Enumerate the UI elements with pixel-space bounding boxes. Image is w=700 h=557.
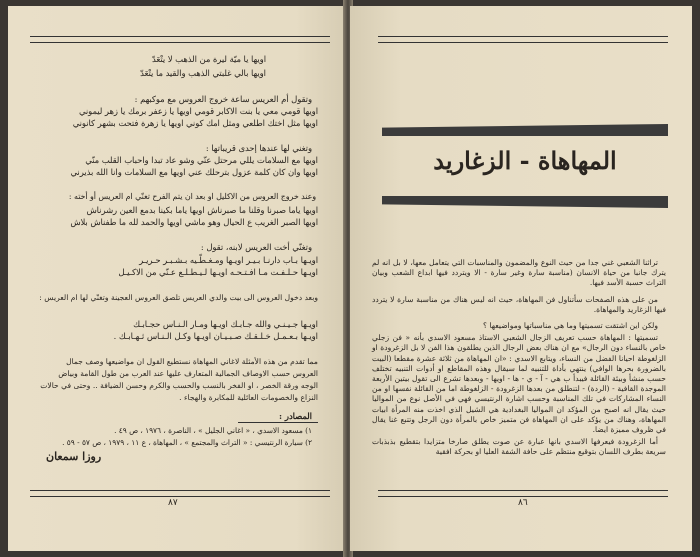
right-page bbox=[350, 6, 692, 551]
poem-line: اويـها بـاب دارنـا بـيـر اويـها ومـغـطّـيه بـشـبـر حـريـر bbox=[139, 255, 318, 265]
poem-line: اويها قومي معي يا بنت الاكابر قومي اويها يا زعفر برمك يا زهر ليموني bbox=[78, 106, 318, 116]
paragraph: من على هذه الصفحات سأتناول فن المهاهاة، حيث انه ليس هناك من مناسبة سارة لا يتردد فيها الزغاريد والمهاهاة. bbox=[372, 294, 666, 314]
bottom-rule bbox=[378, 490, 668, 497]
prose-line: النزاع والخصومات العائلية للمكابرة والهجاء . bbox=[179, 393, 318, 402]
top-rule bbox=[378, 36, 668, 43]
poem-line: اويها الصبر الغريب ع الحيال وهو ماشي اويها والحمد لله ما طفناش بلاش bbox=[70, 217, 318, 227]
poem-line: اويها مع السلامات يللي مرحتل عنّي وشو عاد تبدا واحباب القلب منّي bbox=[85, 155, 318, 165]
article-body bbox=[372, 258, 666, 458]
title-bar-top bbox=[382, 124, 668, 136]
paragraph: تراثنا الشعبي غني جدا من حيث النوع والمضمون والمناسبات التي يتعامل معها، لا بل انه لم يترك جانبا من حياة الانسان (مناسبة سارة وغير سارة - الا ويتردد فيها ابداع الشعب وبيان التراث حسبة الأسد فيها. bbox=[372, 258, 666, 288]
poem-line: اويـها بـعـمـل خـلـقـك صـبـيـان اويـها وكـل الـنـاس ثـهـابـك . bbox=[113, 331, 318, 341]
prose-line: وتغني لها عندها إحدى قريباتها : bbox=[205, 143, 312, 153]
poem-line: اويـها جـيـنـي والله جـابـك اويـها ومـار الـنـاس حجـابـك bbox=[133, 319, 318, 329]
prose-line: وعند خروج العروس من الاكليل او بعد ان يتم الفرح تغنّي ام العريس أو أخته : bbox=[68, 192, 316, 201]
poem-line: اويها مثل اختك اطلعي ومثل امك كوني اويها يا زهرة فتحت بشهر كانوني bbox=[72, 118, 318, 128]
poem-line: اويها وان كان كلمة عزول بترحلك عني اويها مع السلامات وانا الله بذيرني bbox=[70, 167, 318, 177]
bottom-rule bbox=[30, 490, 330, 497]
paragraph: ولكن اين اشتقت تسميتها وما هي مناسباتها ومواضيعها ؟ bbox=[483, 321, 658, 331]
source-item: ١) مسعود الاسدي ، « اغاني الجليل » ، الناصرة ، ١٩٧٦ ، ص ٤٩ . bbox=[114, 426, 312, 435]
poem-line: اويـها حـلـفـت مـا افـتـحـه اويـها لـيـطـلـع عـنّي من الاكـيـل bbox=[118, 267, 318, 277]
paragraph: أما الزغرودة فيعرفها الاسدي بانها عبارة عن صوت يطلق صارخا متزايدا بتقطيع بذبذبات سريعة بطرف اللسان بتوقيع منتظم على حافة الشفة العليا او بحركة افقية bbox=[372, 437, 666, 457]
title-bar-bottom bbox=[382, 196, 668, 208]
prose-line: العروس حسب الاوصاف الجمالية المتعارف عليها عند العرب من طول القامة وبياض bbox=[58, 369, 318, 378]
poem-line: اويها بالي غلبتي الذهب والقيد ما يتْعَدّ bbox=[140, 68, 266, 78]
prose-line: وتقول أم العريس ساعة خروج العروس مع موكبهم : bbox=[134, 94, 312, 104]
source-item: ٢) سيارة الرنتيسي : « التراث والمجتمع » ، المهاهاة ، ع ١١ ، ١٩٧٩ ، ص ٥٧ - ٥٩ . bbox=[62, 438, 312, 447]
author-name: روزا سمعان bbox=[46, 450, 102, 463]
sources-rule bbox=[238, 422, 318, 423]
page-number: ٨٧ bbox=[168, 498, 178, 508]
prose-line: الوجه ورقة الخصر ، او الفخر بالنسب والحسب والكرم وحسن الضيافة .. وحتى في حالات bbox=[40, 381, 318, 390]
top-rule bbox=[30, 36, 330, 43]
prose-line: وتغنّي أخت العريس لابنه، تقول : bbox=[200, 242, 312, 252]
left-page bbox=[8, 6, 346, 551]
prose-line: مما تقدم من هذه الأمثلة لاغاني المهاهاة نستطيع القول ان مواضيعها وصف جمال bbox=[66, 357, 318, 366]
paragraph: تسميتها : المهاهاة حسب تعريف الزجال الشعبي الاستاذ مسعود الاسدي بأنه « فن زجلي خاص بالنساء دون الرجال» مع ان هناك بعض الرجال الذين يطلقون هذا الفن لا بل الزغرودة او الزلغوطة احيانا الفضل من النساء، ويتابع الاسدي : «ان المهاهاة من ثلاثة عشرة مقطعا (البيت بالضرورة بحرها الوافي) ينتهي بأداة للتنبيه لما سيقال وهذه المقاطع او أدوات التنبيه تختلف حسب منشأ وبيئة القائلة فيبدأ ب هي - آ - ي - ها - اويها - وبعدها تشرع الى تقول بيتين الأربعة الموجدة القافية - (الردة) - لتنطلق من بعدها الزغرودة - الزلغوطة اما من القائلة نفسها او من النساء المشاركات في تلك المناسبة وحسب اشارة الرنتيسي فهي في الأصل نوع من المواليا حيث يقال انه اصبح من المؤكد ان المواليا البغدادية هي الشيل الذي اخذت منه المرأة ابيات المهاهاة، وهناك من يؤكد على ان المهاهاة فن متميز خاص بالمرأة دون الرجل وتتبع غنا يقال في ظروف مميزة ايضا. bbox=[372, 333, 666, 435]
prose-line: وبعد دخول العروس الى بيت والدي العريس تلصق العروس العجينة وتغنّي لها ام العريس : bbox=[39, 293, 318, 302]
poem-line: اويها يا ميّة ليرة من الذهب لا يتْعَدّ bbox=[152, 54, 266, 64]
page-number: ٨٦ bbox=[518, 498, 528, 508]
article-title: المهاهاة - الزغاريد bbox=[433, 146, 617, 175]
sources-heading: المصادر : bbox=[278, 411, 312, 421]
poem-line: اويها ياما صبرنا وقلنا ما صبرناش اويها ياما بكينا بدمع العين رشرناش bbox=[86, 205, 318, 215]
